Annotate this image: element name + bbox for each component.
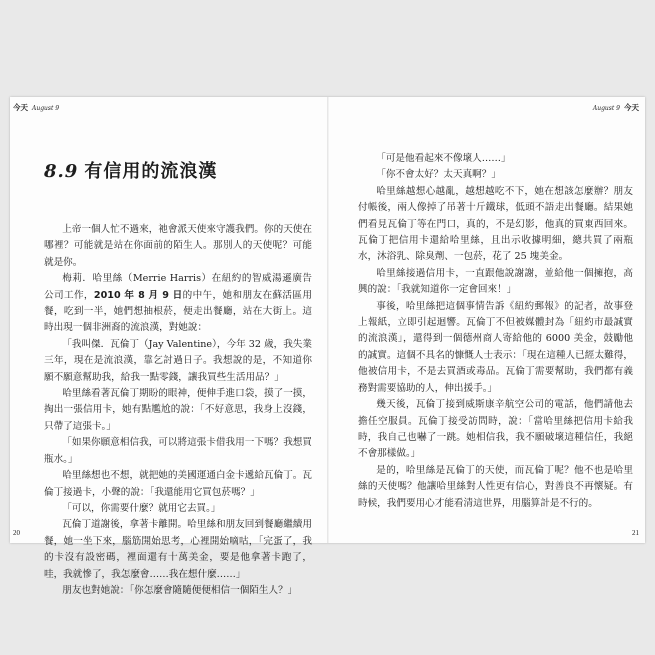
right-page-number: 21 bbox=[632, 529, 639, 537]
left-header-title: 今天 bbox=[13, 103, 28, 112]
paragraph: 「可以，你需要什麼？就用它去買。」 bbox=[62, 502, 221, 514]
paragraph-text: 梅莉．哈里絲（Merrie Harris）在紐約的智威湯遜廣告公司工作， bbox=[44, 273, 312, 301]
paragraph-text: 的中午，她和朋友在蘇活區用餐，吃到一半， bbox=[44, 289, 312, 318]
paragraph: 朋友也對她說：「你怎麼會隨隨便便相信一個陌生人？」 bbox=[62, 584, 298, 596]
chapter-heading bbox=[44, 157, 217, 183]
paragraph: 哈里絲接過信用卡，一直跟他說謝謝，並給他一個擁抱，高興的說：「我就知道你一定會回來！」 bbox=[358, 267, 633, 296]
paragraph: 事後，哈里絲把這個事情告訴《紐約郵報》的記者，故事登上報紙，立即引起迴響。瓦倫丁不但被媒體封為「紐約市最誠實的流浪漢」，還得到一個德州商人寄給他的 6000 美金，鼓勵他的誠實。這個不具名的慷慨人士表示：「現在這種人已經太難得，他被信用卡，不是去買酒或毒品。瓦倫丁需要幫助，我們都有義務對需要協助的人，伸出援手。」 bbox=[358, 300, 633, 394]
right-header-title: 今天 bbox=[624, 103, 639, 112]
right-page bbox=[328, 97, 645, 543]
left-page-number: 20 bbox=[13, 529, 20, 537]
paragraph: 「如果你願意相信我，可以將這張卡借我用一下嗎？我想買瓶水。」 bbox=[44, 437, 312, 465]
paragraph: 瓦倫丁道謝後，拿著卡離開。哈里絲和朋友回到餐廳繼續用餐，她一坐下來，腦筋開始思考，心裡開始嘀咕，「完蛋了，我的卡沒有設密碼，裡面還有十萬美金，要是他拿著卡跑了，哇，我就慘了，我怎麼會……我在想什麼……」 bbox=[44, 519, 312, 580]
right-header-date: August 9 bbox=[592, 105, 620, 112]
paragraph: 哈里絲想也不想，就把她的美國運通白金卡遞給瓦倫丁。瓦倫丁接過卡，小聲的說：「我還能用它買包菸嗎？」 bbox=[44, 470, 312, 498]
chapter-number: 8.9 bbox=[44, 161, 79, 182]
left-running-header bbox=[13, 103, 63, 113]
right-body-text bbox=[358, 151, 633, 512]
paragraph-text: 她們想抽根菸，便走出餐廳，站在大街上。這時出現一個非洲裔的流浪漢，對她說： bbox=[44, 306, 313, 334]
book-spread bbox=[10, 97, 645, 596]
paragraph: 上帝一個人忙不過來，祂會派天使來守護我們。你的天使在哪裡？可能就是站在你面前的陌生人。那別人的天使呢？可能就是你。 bbox=[44, 224, 312, 268]
right-running-header bbox=[589, 103, 639, 113]
paragraph: 幾天後，瓦倫丁接到威斯康辛航空公司的電話，他們請他去擔任空服員。瓦倫丁接受訪問時，說：「當哈里絲把信用卡給我時，我自己也嚇了一跳。她相信我，我不願破壞這種信任，我絕不會那樣做。」 bbox=[358, 399, 633, 460]
left-header-date: August 9 bbox=[32, 105, 60, 112]
paragraph: 「你不會太好？太天真啊？」 bbox=[376, 169, 501, 181]
paragraph bbox=[44, 271, 312, 337]
paragraph: 「我叫傑．瓦倫丁（Jay Valentine），今年 32 歲，我失業三年，現在是流浪漢，靠乞討過日子。我想說的是，不知道你願不願意幫助我，給我一點零錢，讓我買些生活用品？」 bbox=[44, 338, 312, 383]
paragraph: 哈里絲看著瓦倫丁期盼的眼神，便伸手進口袋，摸了一摸，掏出一張信用卡，她有點尷尬的說：「不好意思，我身上沒錢，只帶了這張卡。」 bbox=[44, 388, 312, 432]
left-body-text bbox=[44, 222, 312, 599]
paragraph: 是的，哈里絲是瓦倫丁的天使，而瓦倫丁呢？他不也是哈里絲的天使嗎？他讓哈里絲對人性更有信心，對善良不再懷疑。有時候，我們要用心才能看清這世界，用腦算計是不行的。 bbox=[358, 464, 633, 509]
date-emphasis: 2010 年 8 月 9 日 bbox=[93, 289, 183, 301]
left-page bbox=[10, 97, 327, 596]
paragraph: 哈里絲越想心越亂，越想越吃不下，她在想該怎麼辦？朋友付帳後，兩人像掉了吊著十斤鐵球，低頭不語走出餐廳。結果她們看見瓦倫丁等在門口，真的，不是幻影，他真的買東西回來。瓦倫丁把信用卡還給哈里絲，且出示收據明細，總共買了兩瓶水，沐浴乳、除臭劑、一包菸，花了 25 塊美金。 bbox=[358, 185, 633, 263]
chapter-title: 有信用的流浪漢 bbox=[84, 161, 218, 182]
paragraph: 「可是他看起來不像壞人……」 bbox=[376, 153, 511, 164]
